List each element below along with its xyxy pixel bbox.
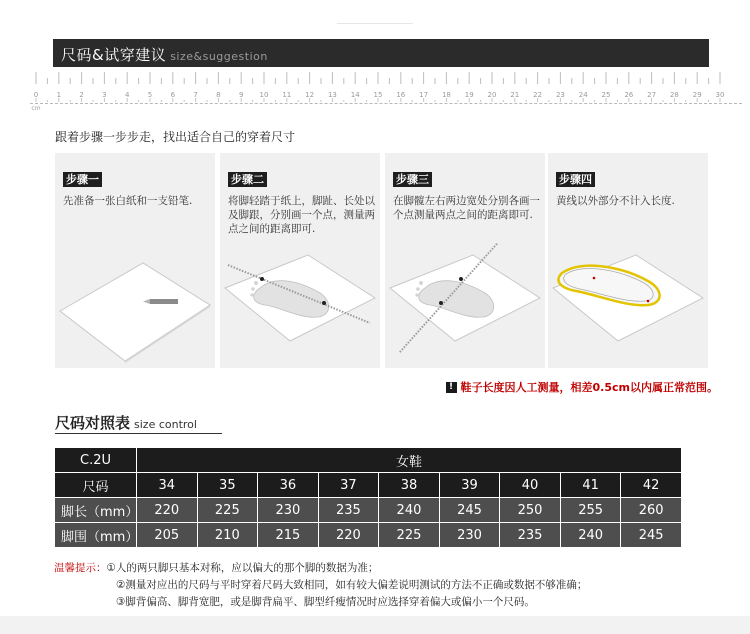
table-cell: 205 <box>137 523 198 548</box>
table-cell: 38 <box>379 473 440 498</box>
ruler-tick-label: 20 <box>487 91 497 99</box>
tip-text: ①人的两只脚只基本对称，应以偏大的那个脚的数据为准； <box>106 562 379 574</box>
ruler-tick-label: 22 <box>533 91 543 99</box>
table-cell: 240 <box>379 498 440 523</box>
tip-row-1 <box>54 560 587 577</box>
tip-row-2 <box>54 577 587 594</box>
category-cell: 女鞋 <box>137 448 682 473</box>
tip-text: ③脚背偏高、脚背宽肥，或是脚背扁平、脚型纤瘦情况时应选择穿着偏大或偏小一个尺码。 <box>116 596 535 608</box>
table-cell: 255 <box>560 498 621 523</box>
foot-length-measure-icon <box>220 243 380 368</box>
size-chart-table <box>54 447 682 548</box>
measuring-ruler <box>30 70 742 112</box>
measurement-notice <box>446 379 718 395</box>
size-table-title: 尺码对照表 <box>55 414 131 432</box>
table-cell: 260 <box>621 498 682 523</box>
step-text-4: 黄线以外部分不计入长度. <box>556 195 675 207</box>
tip-row-3 <box>54 594 587 611</box>
ruler-tick-label: 27 <box>647 91 657 99</box>
table-cell: 215 <box>258 523 319 548</box>
ruler-tick-label: 23 <box>555 91 565 99</box>
table-cell: 40 <box>500 473 561 498</box>
ruler-tick-label: 26 <box>624 91 634 99</box>
table-cell: 35 <box>197 473 258 498</box>
ruler-tick-label: 29 <box>692 91 702 99</box>
table-cell: 37 <box>318 473 379 498</box>
ruler-baseline <box>30 103 742 104</box>
table-cell: 245 <box>621 523 682 548</box>
step-panel-3 <box>385 153 545 368</box>
ruler-tick-label: 9 <box>238 91 244 99</box>
bottom-band <box>0 616 750 634</box>
table-cell: 235 <box>318 498 379 523</box>
table-cell: 225 <box>379 523 440 548</box>
section-title-cn: 尺码&试穿建议 <box>61 46 167 64</box>
foot-width-measure-icon <box>385 243 545 368</box>
step-tag-1: 步骤一 <box>63 172 102 187</box>
ruler-tick-label: 4 <box>124 91 130 99</box>
step-tag-4: 步骤四 <box>556 172 595 187</box>
step-text-2: 将脚轻踏于纸上，脚趾、长处以及脚跟，分别画一个点，测量两点之间的距离即可. <box>228 195 375 235</box>
heading-underline <box>55 433 222 434</box>
ruler-tick-label: 17 <box>419 91 429 99</box>
step-panel-2 <box>220 153 380 368</box>
ruler-tick-label: 0 <box>33 91 39 99</box>
top-divider <box>337 23 413 24</box>
ruler-tick-label: 15 <box>373 91 383 99</box>
table-cell: 230 <box>439 523 500 548</box>
notice-text: 鞋子长度因人工测量，相差0.5cm以内属正常范围。 <box>460 381 718 394</box>
step-text-3: 在脚髋左右两边宽处分别各画一个点测量两点之间的距离即可. <box>393 195 540 221</box>
table-cell: 42 <box>621 473 682 498</box>
table-cell: 230 <box>258 498 319 523</box>
ruler-tick-label: 24 <box>578 91 588 99</box>
ruler-tick-label: 25 <box>601 91 611 99</box>
step-tag-2: 步骤二 <box>228 172 267 187</box>
ruler-tick-label: 10 <box>259 91 269 99</box>
warning-icon: ! <box>446 382 457 393</box>
ruler-tick-label: 21 <box>510 91 520 99</box>
ruler-tick-label: 6 <box>170 91 176 99</box>
table-row-foot-girth <box>55 523 682 548</box>
ruler-graphic <box>30 70 742 112</box>
size-table-heading <box>55 412 197 433</box>
paper-pencil-icon <box>55 243 215 368</box>
section-title <box>61 44 268 65</box>
ruler-tick-label: 3 <box>102 91 107 99</box>
ruler-tick-label: 11 <box>282 91 292 99</box>
table-cell: 36 <box>258 473 319 498</box>
table-header-row <box>55 448 682 473</box>
table-row-size <box>55 473 682 498</box>
ruler-tick-label: 8 <box>216 91 221 99</box>
step-text-1: 先准备一张白纸和一支铅笔. <box>63 195 193 207</box>
ruler-tick-label: 2 <box>79 91 84 99</box>
ruler-tick-label: 30 <box>715 91 725 99</box>
table-cell: 235 <box>500 523 561 548</box>
table-cell: 245 <box>439 498 500 523</box>
step-panel-1 <box>55 153 215 368</box>
measurement-instruction: 跟着步骤一步步走，找出适合自己的穿着尺寸 <box>55 130 296 144</box>
row-label: 尺码 <box>55 473 137 498</box>
table-cell: 220 <box>318 523 379 548</box>
ruler-unit-label: cm <box>31 105 41 112</box>
foot-outline-guide-icon <box>548 243 708 368</box>
row-label: 脚长（mm） <box>55 498 137 523</box>
section-header-banner <box>53 39 709 67</box>
table-cell: 240 <box>560 523 621 548</box>
ruler-tick-label: 18 <box>441 91 451 99</box>
row-label: 脚围（mm） <box>55 523 137 548</box>
section-title-en: size&suggestion <box>170 50 268 63</box>
ruler-tick-label: 12 <box>305 91 315 99</box>
ruler-tick-label: 7 <box>193 91 198 99</box>
table-cell: 34 <box>137 473 198 498</box>
ruler-tick-label: 28 <box>669 91 679 99</box>
ruler-tick-label: 5 <box>147 91 153 99</box>
table-row-foot-length <box>55 498 682 523</box>
table-cell: 41 <box>560 473 621 498</box>
table-cell: 210 <box>197 523 258 548</box>
tip-text: ②测量对应出的尺码与平时穿着尺码大致相同，如有较大偏差说明测试的方法不正确或数据不够准确； <box>116 579 588 591</box>
ruler-tick-label: 13 <box>327 91 337 99</box>
ruler-tick-label: 16 <box>396 91 406 99</box>
step-panel-4 <box>548 153 708 368</box>
table-cell: 225 <box>197 498 258 523</box>
brand-label-cell: C.2U <box>55 448 137 473</box>
table-cell: 220 <box>137 498 198 523</box>
ruler-tick-label: 19 <box>464 91 474 99</box>
table-cell: 39 <box>439 473 500 498</box>
ruler-tick-label: 1 <box>56 91 62 99</box>
table-cell: 250 <box>500 498 561 523</box>
ruler-tick-label: 14 <box>350 91 360 99</box>
fitting-tips <box>54 560 587 611</box>
size-table-title-en: size control <box>134 418 197 431</box>
tips-label: 温馨提示： <box>54 562 107 574</box>
step-tag-3: 步骤三 <box>393 172 432 187</box>
